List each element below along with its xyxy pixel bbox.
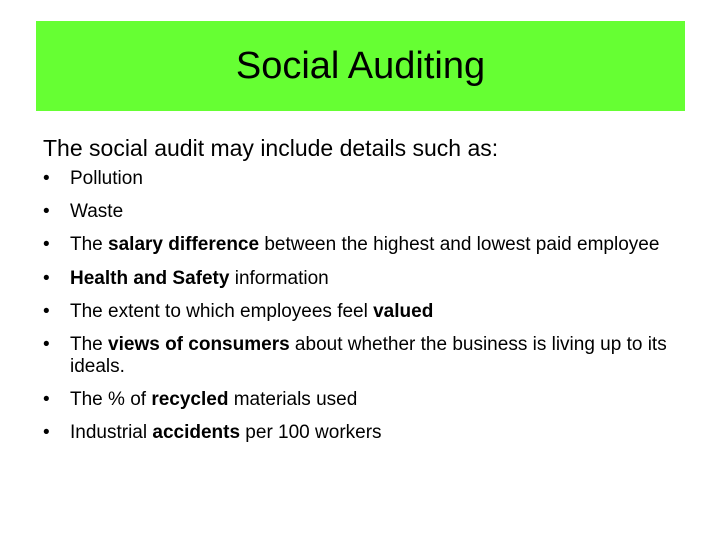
emphasis-text: accidents [152, 422, 241, 444]
list-item [43, 201, 693, 223]
list-item [43, 334, 693, 378]
list-item [43, 234, 693, 256]
list-item [43, 301, 693, 323]
item-text: The % of [70, 389, 152, 411]
emphasis-text: salary difference [108, 234, 260, 256]
item-text: Pollution [70, 168, 143, 189]
item-text: The [70, 333, 109, 355]
item-text: information [229, 267, 329, 289]
emphasis-text: valued [373, 300, 434, 322]
item-text: per 100 workers [240, 422, 382, 444]
item-text: The [70, 234, 109, 256]
emphasis-text: recycled [151, 389, 229, 411]
bullet-icon: • [43, 267, 50, 289]
bullet-icon: • [43, 422, 50, 444]
bullet-icon: • [43, 234, 50, 256]
bullet-list [43, 168, 693, 456]
bullet-icon: • [43, 333, 50, 355]
bullet-icon: • [43, 168, 50, 189]
bullet-icon: • [43, 389, 50, 411]
bullet-icon: • [43, 201, 50, 223]
item-text: The extent to which employees feel [70, 300, 374, 322]
list-item [43, 268, 693, 290]
list-item [43, 389, 693, 411]
bullet-icon: • [43, 300, 50, 322]
item-text: about whether the business is living up to its ideals. [70, 333, 667, 377]
item-text: Industrial [70, 422, 153, 444]
intro-text: The social audit may include details such as: [43, 135, 499, 161]
item-text: materials used [228, 389, 358, 411]
emphasis-text: Health and Safety [70, 267, 230, 289]
list-item [43, 422, 693, 444]
item-text: Waste [70, 201, 124, 223]
slide-title: Social Auditing [235, 45, 486, 87]
emphasis-text: views of consumers [108, 333, 290, 355]
list-item [43, 168, 693, 190]
title-banner [36, 21, 685, 111]
item-text: between the highest and lowest paid employee [259, 234, 660, 256]
